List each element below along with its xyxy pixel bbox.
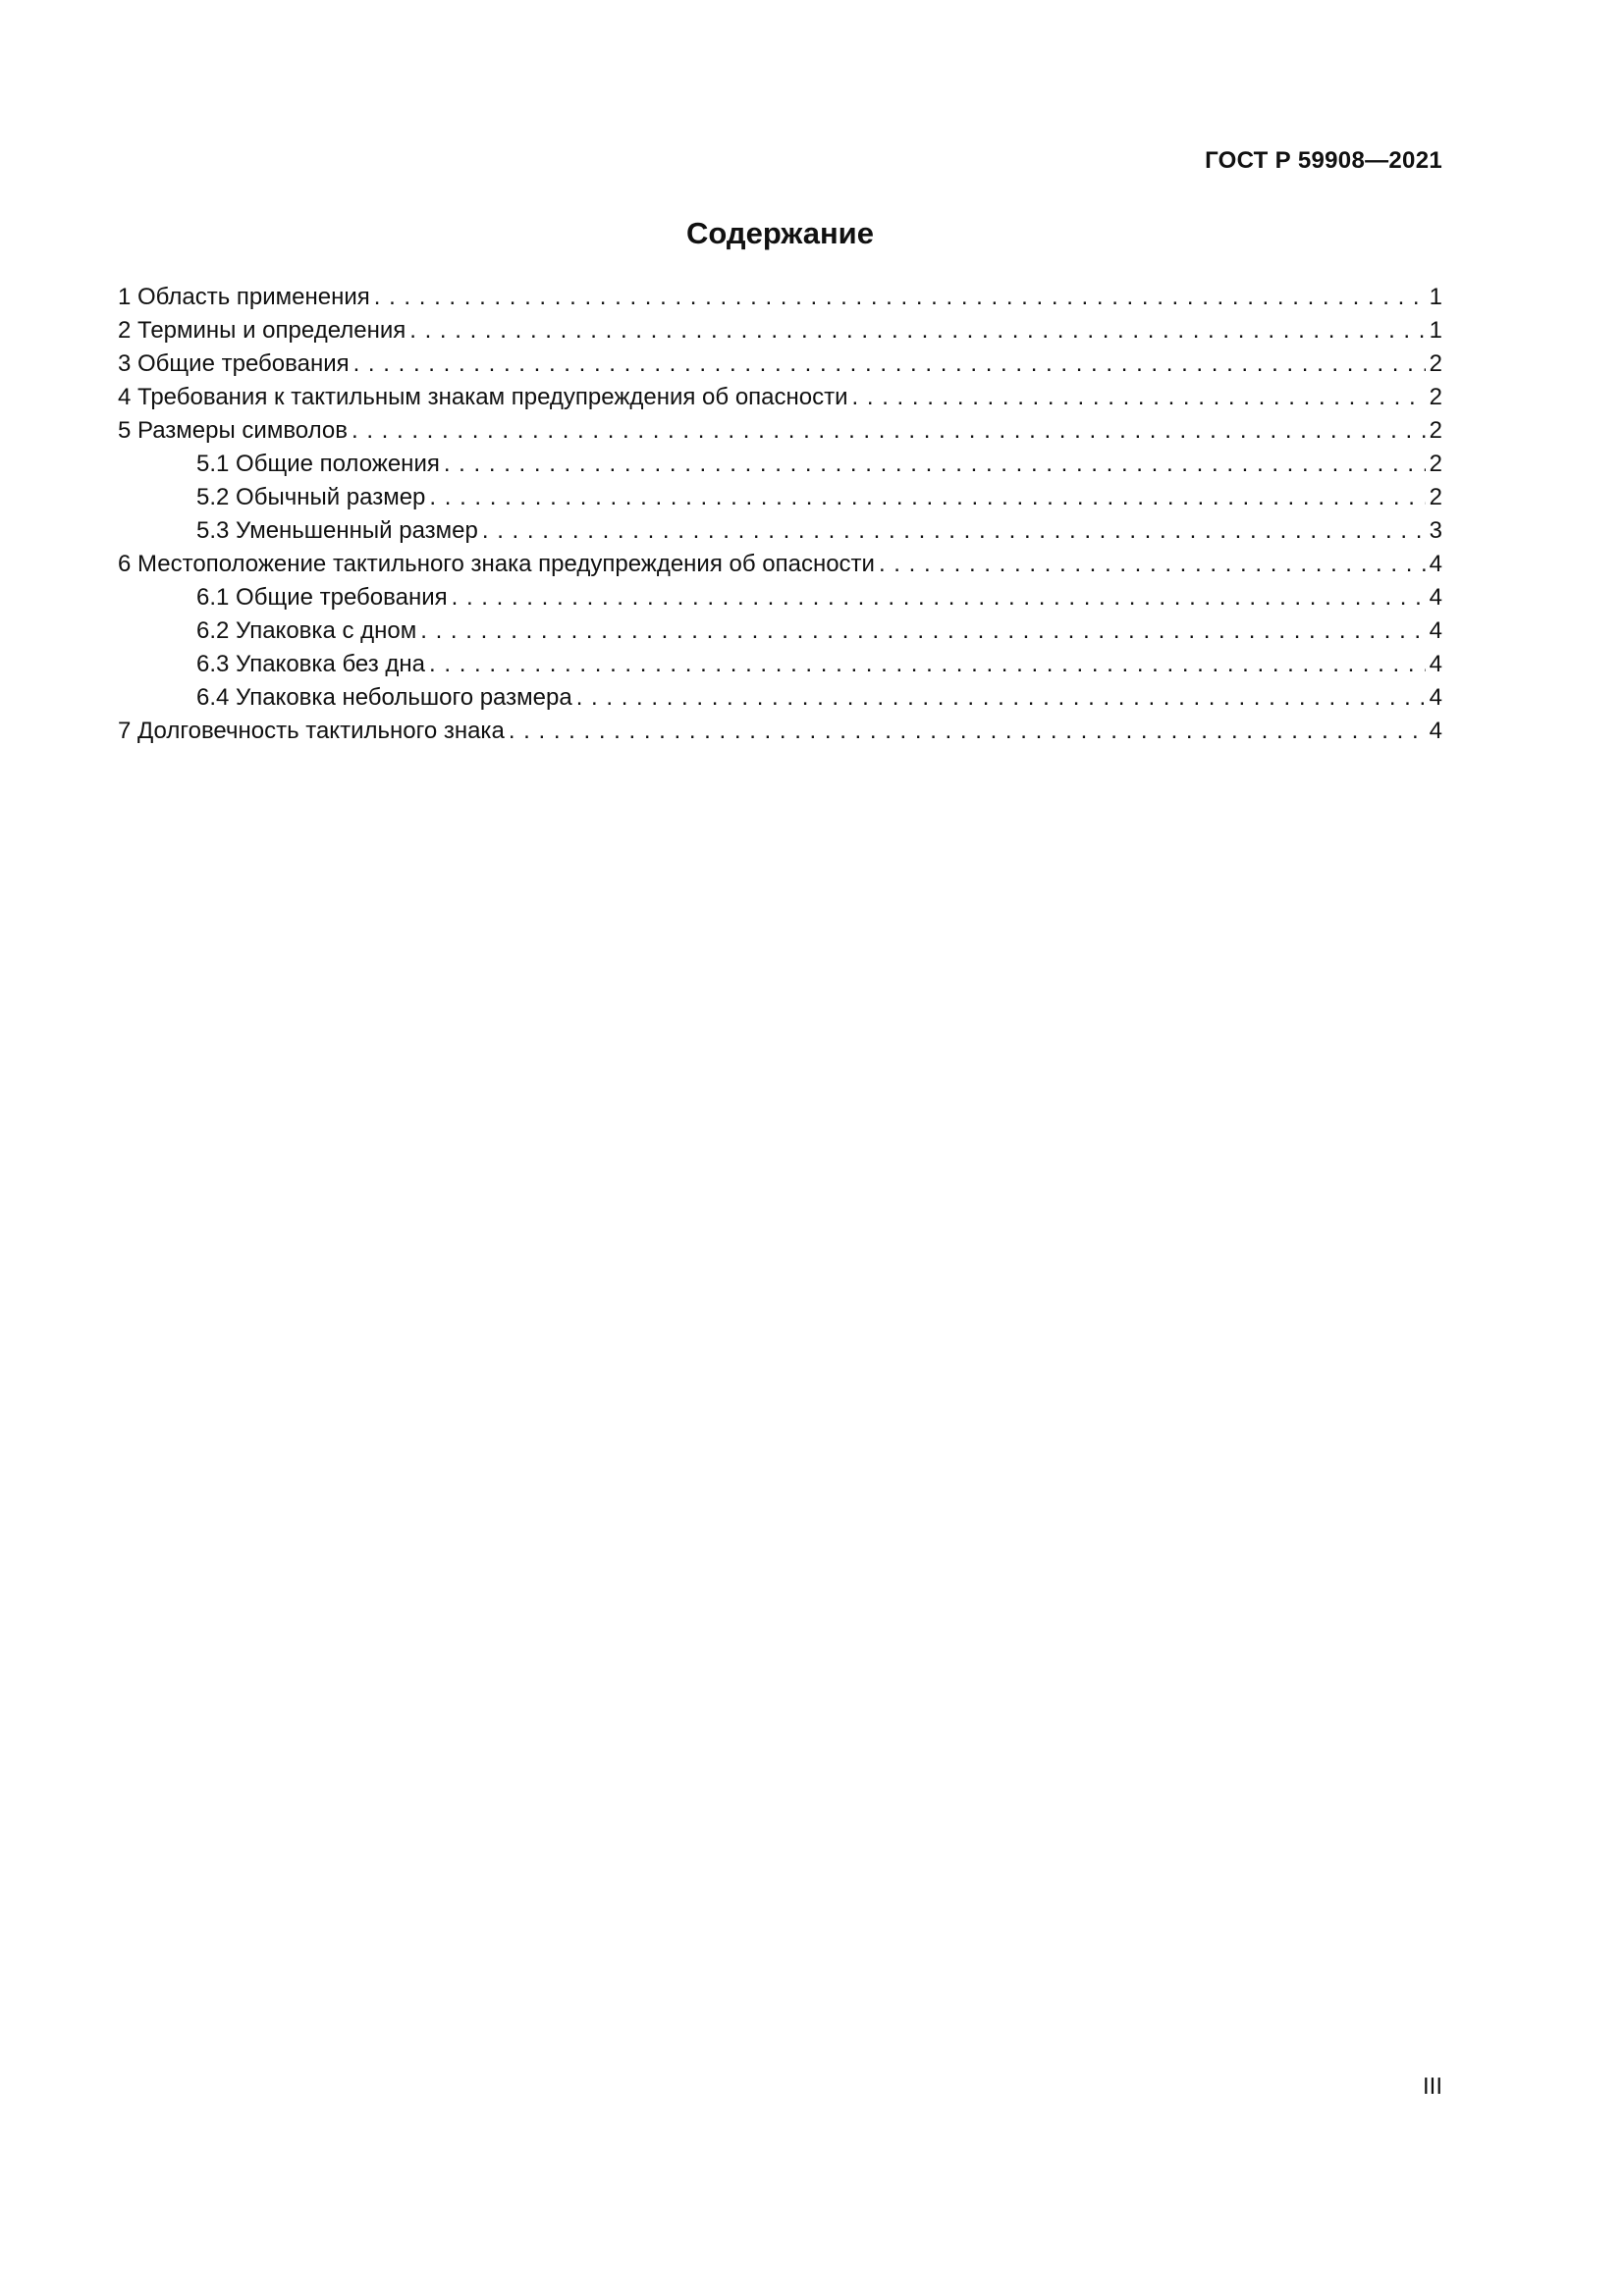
toc-dot-leader [353, 347, 1426, 381]
toc-row [118, 715, 1442, 748]
toc-dot-leader [509, 715, 1426, 748]
toc-dot-leader [482, 514, 1426, 548]
toc-dot-leader [420, 614, 1425, 648]
toc-row [118, 314, 1442, 347]
toc-dot-leader [429, 481, 1425, 514]
toc-row [118, 581, 1442, 614]
toc-row [118, 514, 1442, 548]
doc-number-header: ГОСТ Р 59908—2021 [1205, 147, 1442, 174]
toc-entry-label: 6.3 Упаковка без дна [196, 651, 426, 677]
toc-page-number: 3 [1429, 517, 1442, 544]
toc-row [118, 347, 1442, 381]
toc-entry-label: 5 Размеры символов [118, 417, 348, 444]
toc-page-number: 2 [1429, 484, 1442, 510]
toc-entry-label: 6 Местоположение тактильного знака предупреждения об опасности [118, 551, 875, 577]
toc-page-number: 4 [1429, 617, 1442, 644]
toc-entry-label: 7 Долговечность тактильного знака [118, 718, 505, 744]
toc-dot-leader [879, 548, 1426, 581]
toc-dot-leader [576, 681, 1426, 715]
toc-row [118, 648, 1442, 681]
toc-row [118, 414, 1442, 448]
toc-dot-leader [429, 648, 1426, 681]
toc-page-number: 4 [1429, 551, 1442, 577]
toc-entry-label: 6.4 Упаковка небольшого размера [196, 684, 572, 711]
toc-entry-label: 6.1 Общие требования [196, 584, 448, 611]
toc-entry-label: 5.2 Обычный размер [196, 484, 426, 510]
toc-page-number: 2 [1429, 384, 1442, 410]
toc-page-number: 4 [1429, 651, 1442, 677]
toc-page-number: 1 [1429, 284, 1442, 310]
toc-page-number: 2 [1429, 350, 1442, 377]
toc-page-number: 4 [1429, 718, 1442, 744]
toc-list [118, 281, 1442, 748]
toc-row [118, 281, 1442, 314]
toc-entry-label: 4 Требования к тактильным знакам предупреждения об опасности [118, 384, 848, 410]
toc-dot-leader [352, 414, 1426, 448]
toc-row [118, 614, 1442, 648]
toc-entry-label: 1 Область применения [118, 284, 370, 310]
toc-page-number: 4 [1429, 584, 1442, 611]
toc-row [118, 681, 1442, 715]
toc-page-number: 1 [1429, 317, 1442, 344]
toc-page-number: 2 [1429, 417, 1442, 444]
toc-entry-label: 6.2 Упаковка с дном [196, 617, 417, 644]
footer-page-number: III [1422, 2073, 1442, 2100]
toc-entry-label: 5.1 Общие положения [196, 451, 440, 477]
toc-row [118, 448, 1442, 481]
toc-dot-leader [374, 281, 1426, 314]
toc-entry-label: 3 Общие требования [118, 350, 350, 377]
toc-page-number: 4 [1429, 684, 1442, 711]
toc-row [118, 381, 1442, 414]
toc-row [118, 481, 1442, 514]
toc-entry-label: 5.3 Уменьшенный размер [196, 517, 478, 544]
toc-dot-leader [409, 314, 1425, 347]
toc-row [118, 548, 1442, 581]
toc-page-number: 2 [1429, 451, 1442, 477]
toc-entry-label: 2 Термины и определения [118, 317, 406, 344]
toc-dot-leader [452, 581, 1426, 614]
page-title: Содержание [686, 216, 874, 250]
toc-dot-leader [852, 381, 1426, 414]
toc-dot-leader [444, 448, 1426, 481]
